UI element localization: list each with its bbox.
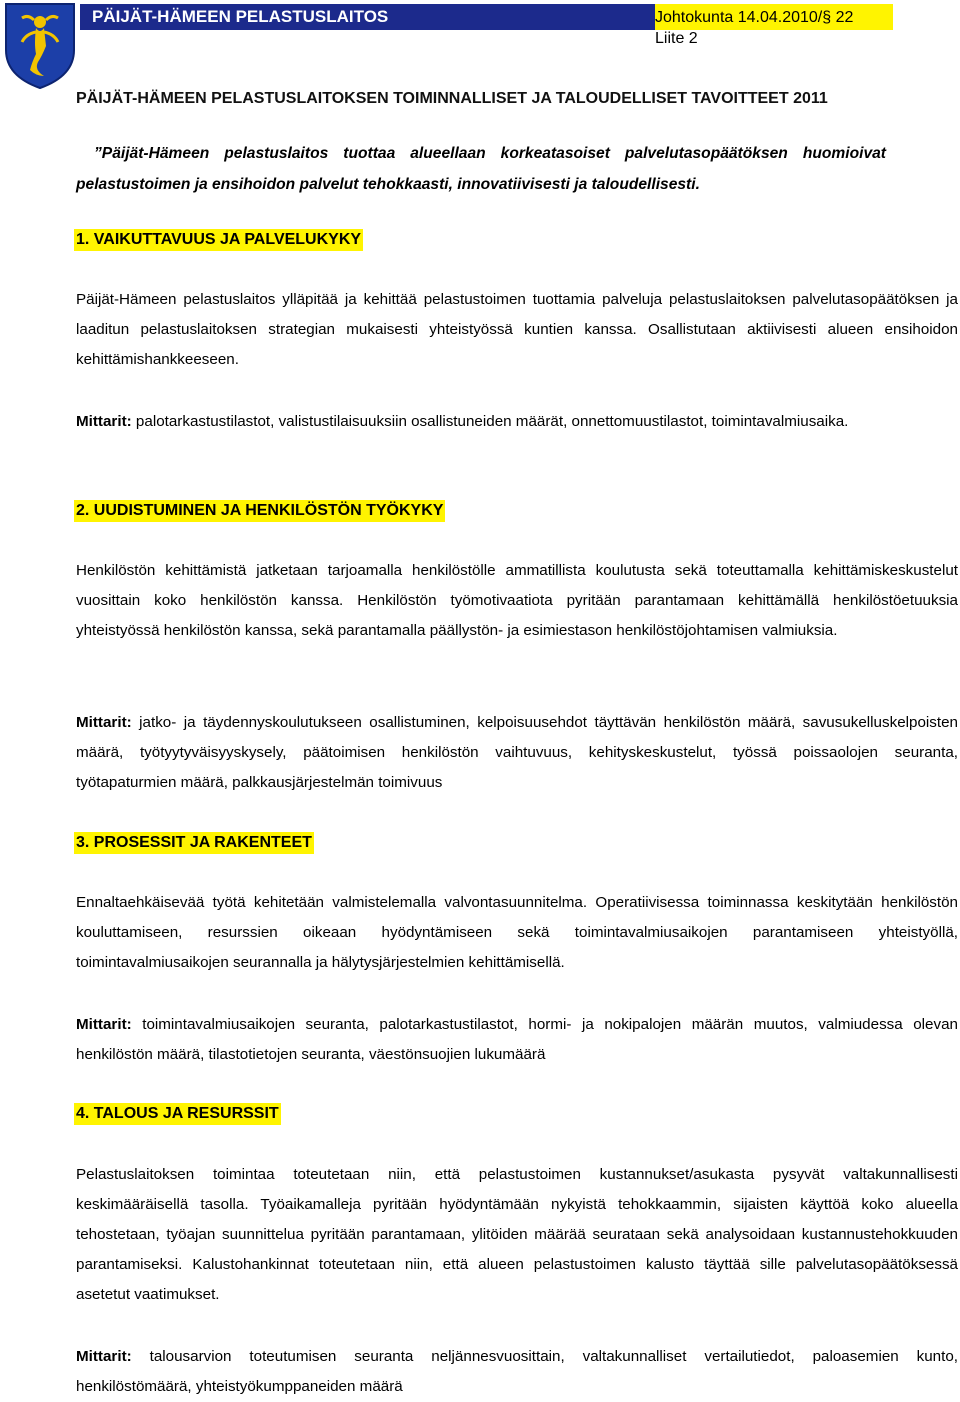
metrics-label: Mittarit:	[76, 413, 132, 430]
metrics-text: toimintavalmiusaikojen seuranta, palotarkastustilastot, hormi- ja nokipalojen määrän muutos, valmiudessa olevan henkilöstön määrä, tilastotietojen seuranta, väestönsuojien lukumäärä	[76, 1016, 958, 1063]
metrics-text: jatko- ja täydennyskoulutukseen osallistuminen, kelpoisuusehdot täyttävän henkilöstön määrä, savusukelluskelpoisten määrä, työtyytyväisyyskysely, päätoimisen henkilöstön vaihtuvuus, kehityskeskustelut, työssä poissaolojen seuranta, työtapaturmien määrä, palkkausjärjestelmän toimivuus	[76, 714, 958, 791]
coat-of-arms-logo	[0, 0, 80, 90]
section-body-2: Henkilöstön kehittämistä jatketaan tarjoamalla henkilöstölle ammatillista koulutusta sekä toteuttamalla kehittämiskeskustelut vuosittain koko henkilöstön kanssa. Henkilöstön työmotivaatiota pyritään parantamaan kehittämällä henkilöstöetuuksia yhteistyössä henkilöstön kanssa, sekä parantamalla päällystön- ja esimiestason henkilöstöjohtamisen valmiuksia.	[76, 562, 958, 639]
section-heading-4: 4. TALOUS JA RESURSSIT	[74, 1103, 281, 1125]
section-metrics-3	[76, 1010, 958, 1070]
attachment-label: Liite 2	[655, 30, 698, 47]
section-body-1: Päijät-Hämeen pelastuslaitos ylläpitää ja kehittää pelastustoimen tuottamia palveluja pelastuslaitoksen palvelutasopäätöksen ja laaditun pelastuslaitoksen strategian mukaisesti yhteistyössä kuntien kanssa. Osallistutaan aktiivisesti alueen ensihoidon kehittämishankkeeseen.	[76, 291, 958, 368]
metrics-label: Mittarit:	[76, 1016, 132, 1033]
section-metrics-2	[76, 708, 958, 798]
section-body-3: Ennaltaehkäisevää työtä kehitetään valmistelemalla valvontasuunnitelma. Operatiivisessa toiminnassa keskitytään henkilöstön kouluttamiseen, resurssien oikeaan hyödyntämiseen sekä toimintavalmiusaikojen parantamiseen yhteistyöllä, toimintavalmiusaikojen seurannalla ja hälytysjärjestelmien kehittämisellä.	[76, 894, 958, 971]
section-metrics-4	[76, 1342, 958, 1402]
metrics-label: Mittarit:	[76, 714, 132, 731]
meeting-reference: Johtokunta 14.04.2010/§ 22	[655, 9, 854, 26]
metrics-text: talousarvion toteutumisen seuranta neljännesvuosittain, valtakunnalliset vertailutiedot, paloasemien kunto, henkilöstömäärä, yhteistyökumppaneiden määrä	[76, 1348, 958, 1395]
document-title: PÄIJÄT-HÄMEEN PELASTUSLAITOKSEN TOIMINNALLISET JA TALOUDELLISET TAVOITTEET 2011	[76, 90, 828, 107]
metrics-text: palotarkastustilastot, valistustilaisuuksiin osallistuneiden määrät, onnettomuustilastot, toimintavalmiusaika.	[135, 413, 849, 430]
metrics-label: Mittarit:	[76, 1348, 132, 1365]
mission-statement: ”Päijät-Hämeen pelastuslaitos tuottaa alueellaan korkeatasoiset palvelutasopäätöksen huomioivat pelastustoimen ja ensihoidon palvelut tehokkaasti, innovatiivisesti ja taloudellisesti.	[76, 145, 886, 193]
coat-of-arms-mermaid-icon	[0, 0, 80, 90]
organization-name: PÄIJÄT-HÄMEEN PELASTUSLAITOS	[80, 4, 655, 30]
section-heading-2: 2. UUDISTUMINEN JA HENKILÖSTÖN TYÖKYKY	[74, 500, 445, 522]
section-heading-1: 1. VAIKUTTAVUUS JA PALVELUKYKY	[74, 229, 363, 251]
document-meta	[655, 7, 853, 49]
section-metrics-1	[76, 407, 958, 437]
section-body-4: Pelastuslaitoksen toimintaa toteutetaan niin, että pelastustoimen kustannukset/asukasta pysyvät valtakunnallisesti keskimääräisellä tasolla. Työaikamalleja pyritään hyödyntämään nykyistä tehokkaammin, sijaisten käyttöä koko alueella tehostetaan, työajan suunnittelua pyritään parantamaan, ylitöiden määrää seurataan sekä analysoidaan kustannustehokkuuden parantamiseksi. Kalustohankinnat toteutetaan niin, että alueen pelastustoimen kalusto täyttää sille palvelutasopäätöksessä asetetut vaatimukset.	[76, 1166, 958, 1303]
section-heading-3: 3. PROSESSIT JA RAKENTEET	[74, 832, 314, 854]
